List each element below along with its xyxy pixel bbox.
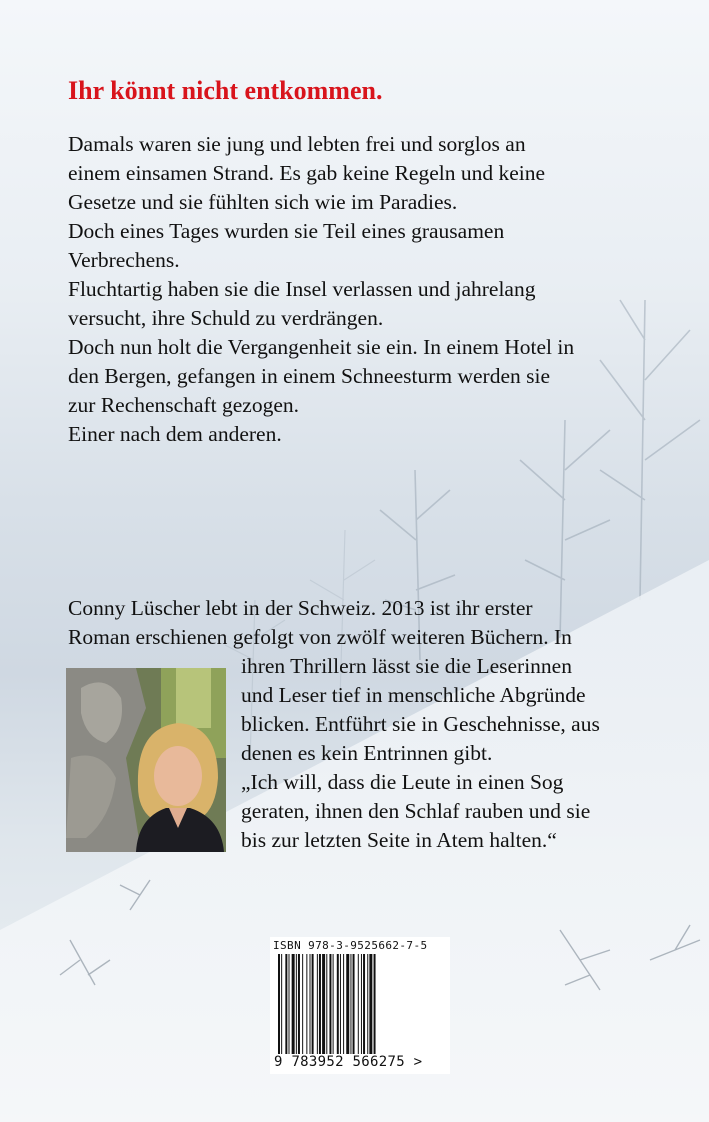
author-photo — [66, 668, 226, 852]
barcode-digits: 9 783952 566275 > — [274, 1054, 423, 1070]
blurb-line: versucht, ihre Schuld zu verdrängen. — [68, 306, 384, 330]
barcode-bar — [317, 954, 318, 1054]
isbn-label: ISBN 978-3-9525662-7-5 — [273, 939, 428, 952]
blurb-text — [68, 130, 668, 449]
barcode-bar — [337, 954, 339, 1054]
barcode-bar — [292, 954, 295, 1054]
bio-line: ihren Thrillern lässt sie die Leserinnen — [241, 654, 572, 678]
blurb-line: Doch eines Tages wurden sie Teil eines grausamen — [68, 219, 505, 243]
barcode-bar — [361, 954, 362, 1054]
barcode-bar — [346, 954, 349, 1054]
blurb-line: Einer nach dem anderen. — [68, 422, 282, 446]
bio-line: denen es kein Entrinnen gibt. — [241, 741, 493, 765]
barcode-bar — [306, 954, 307, 1054]
barcode-bar — [302, 954, 303, 1054]
barcode-bar — [322, 954, 325, 1054]
bio-line: und Leser tief in menschliche Abgründe — [241, 683, 586, 707]
barcode-bar — [326, 954, 327, 1054]
barcode-bar — [350, 954, 351, 1054]
barcode-bar — [298, 954, 300, 1054]
barcode-bar — [369, 954, 372, 1054]
barcode-bar — [367, 954, 368, 1054]
barcode-bar — [340, 954, 341, 1054]
barcode-bar — [278, 954, 280, 1054]
blurb-line: Verbrechens. — [68, 248, 180, 272]
barcode-bar — [353, 954, 355, 1054]
barcode-bar — [312, 954, 314, 1054]
barcode-bar — [374, 954, 376, 1054]
barcode-bar — [329, 954, 331, 1054]
isbn-barcode — [270, 937, 450, 1074]
barcode-bar — [289, 954, 290, 1054]
barcode-bar — [281, 954, 282, 1054]
barcode-bar — [310, 954, 311, 1054]
blurb-line: Doch nun holt die Vergangenheit sie ein. In einem Hotel in — [68, 335, 575, 359]
bio-line: blicken. Entführt sie in Geschehnisse, aus — [241, 712, 600, 736]
barcode-bar — [333, 954, 334, 1054]
barcode-bars — [278, 954, 443, 1054]
blurb-line: Fluchtartig haben sie die Insel verlassen und jahrelang — [68, 277, 536, 301]
bio-line: bis zur letzten Seite in Atem halten.“ — [241, 828, 557, 852]
blurb-line: zur Rechenschaft gezogen. — [68, 393, 300, 417]
barcode-bar — [285, 954, 287, 1054]
blurb-line: Damals waren sie jung und lebten frei und sorglos an — [68, 132, 526, 156]
headline: Ihr könnt nicht entkommen. — [68, 76, 383, 105]
barcode-bar — [363, 954, 365, 1054]
barcode-bar — [343, 954, 344, 1054]
bio-line: „Ich will, dass die Leute in einen Sog — [241, 770, 564, 794]
blurb-line: einem einsamen Strand. Es gab keine Regeln und keine — [68, 161, 546, 185]
bio-line: Conny Lüscher lebt in der Schweiz. 2013 ist ihr erster — [68, 596, 533, 620]
barcode-bar — [296, 954, 297, 1054]
blurb-line: den Bergen, gefangen in einem Schneesturm werden sie — [68, 364, 550, 388]
barcode-bar — [358, 954, 359, 1054]
bio-line: geraten, ihnen den Schlaf rauben und sie — [241, 799, 591, 823]
blurb-line: Gesetze und sie fühlten sich wie im Paradies. — [68, 190, 458, 214]
barcode-bar — [319, 954, 321, 1054]
bio-line: Roman erschienen gefolgt von zwölf weiteren Büchern. In — [68, 625, 572, 649]
